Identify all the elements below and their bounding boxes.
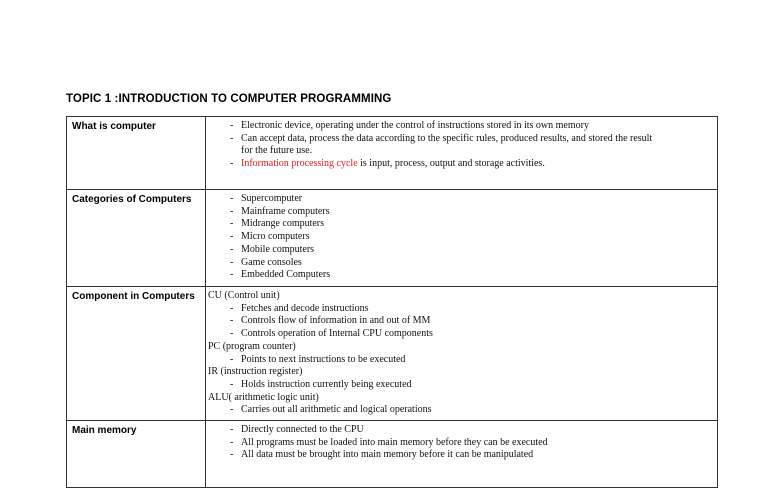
table-row — [67, 117, 718, 190]
bullet-item: - Midrange computers — [208, 218, 713, 231]
content-cell — [206, 190, 718, 287]
bullet-item: - Can accept data, process the data according to the specific rules, produced results, and stored the result — [208, 133, 713, 146]
highlighted-term: Information processing cycle — [241, 158, 358, 170]
component-heading: CU (Control unit) — [208, 290, 280, 301]
component-heading: IR (instruction register) — [208, 366, 303, 378]
content-cell — [206, 117, 718, 190]
bullet-item: - Carries out all arithmetic and logical operations — [208, 404, 713, 417]
component-heading: PC (program counter) — [208, 340, 296, 352]
bullet-continuation: for the future use. — [241, 145, 313, 157]
bullet-item: - Micro computers — [208, 231, 713, 244]
bullet-item: - Mobile computers — [208, 244, 713, 257]
bullet-item: - Fetches and decode instructions — [208, 303, 713, 316]
bullet-item: - Holds instruction currently being executed — [208, 379, 713, 392]
topic-cell: Component in Computers — [67, 287, 206, 421]
line-text: is input, process, output and storage activities. — [357, 158, 545, 170]
component-heading: ALU( arithmetic logic unit) — [208, 391, 319, 403]
table-row — [67, 421, 718, 488]
topic-table — [66, 116, 718, 488]
bullet-item — [208, 158, 713, 171]
topic-cell: Main memory — [67, 421, 206, 488]
bullet-item: - Embedded Computers — [208, 269, 713, 282]
bullet-item: - Mainframe computers — [208, 206, 713, 219]
bullet-item: - Supercomputer — [208, 193, 713, 206]
content-cell — [206, 421, 718, 488]
bullet-item: - All programs must be loaded into main memory before they can be executed — [208, 437, 713, 450]
bullet-item: - Controls flow of information in and out of MM — [208, 315, 713, 328]
bullet-item: - All data must be brought into main memory before it can be manipulated — [208, 449, 713, 462]
topic-cell: Categories of Computers — [67, 190, 206, 287]
table-row — [67, 287, 718, 421]
table-row — [67, 190, 718, 287]
bullet-item: - Electronic device, operating under the control of instructions stored in its own memory — [208, 120, 713, 133]
bullet-item: - Controls operation of Internal CPU components — [208, 328, 713, 341]
bullet-item: - Directly connected to the CPU — [208, 424, 713, 437]
document-title: TOPIC 1 :INTRODUCTION TO COMPUTER PROGRAMMING — [66, 93, 392, 105]
content-cell — [206, 287, 718, 421]
bullet-item: - Game consoles — [208, 257, 713, 270]
bullet-item: - Points to next instructions to be executed — [208, 354, 713, 367]
topic-cell: What is computer — [67, 117, 206, 190]
